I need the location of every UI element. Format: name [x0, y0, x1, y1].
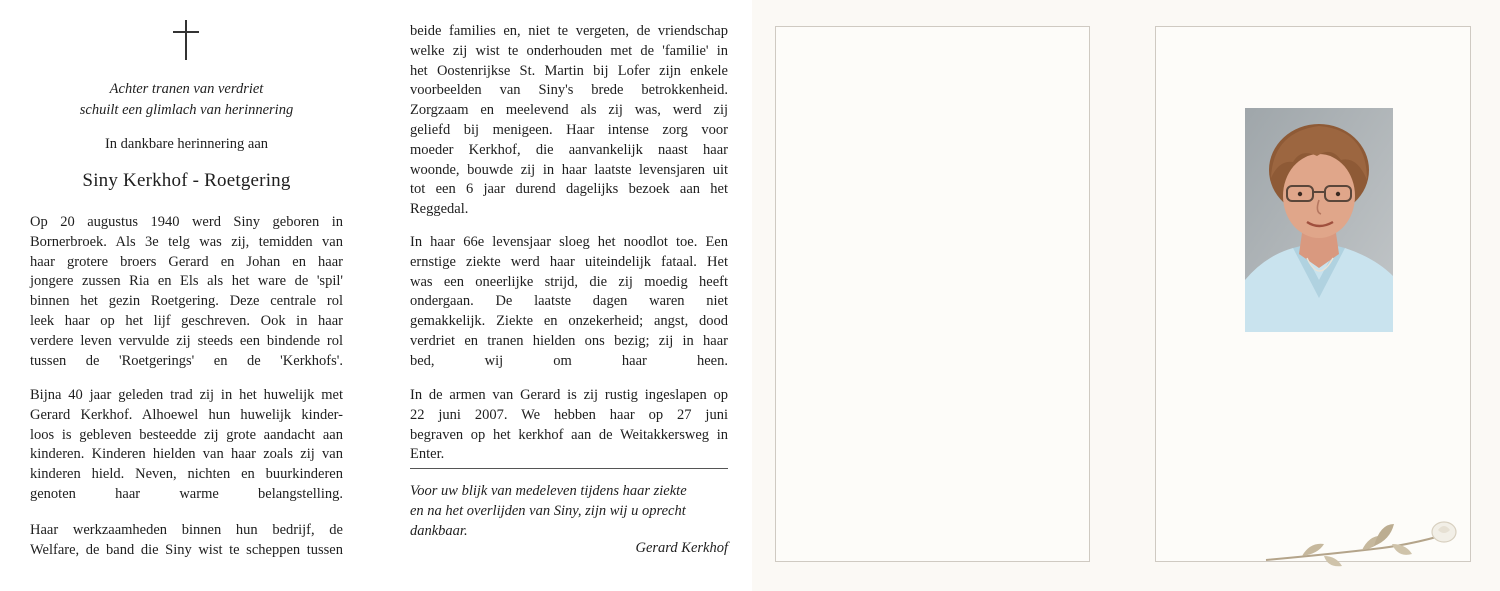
- text-line: Reggedal.: [410, 201, 469, 218]
- paragraph-illness: [410, 233, 728, 372]
- text-line: kinderen. Kinderen hielden van haar zoals zij van: [30, 446, 343, 463]
- rose-drawing: [1262, 514, 1458, 570]
- text-line: tussen de 'Roetgerings' en de 'Kerkhofs'.: [30, 352, 343, 369]
- text-line: Bornerbroek. Als 3e telg was zij, temidden van: [30, 233, 343, 250]
- text-line: binnen het gezin Roetgering. Deze centrale rol: [30, 293, 343, 310]
- text-line: beide families en, niet te vergeten, de vriendschap: [410, 23, 728, 39]
- text-line: Voor uw blijk van medeleven tijdens haar ziekte: [410, 483, 687, 499]
- text-line: verdriet en tranen hielden ons bezig; zij in haar: [410, 332, 728, 349]
- text-line: Bijna 40 jaar geleden trad zij in het huwelijk met: [30, 387, 343, 403]
- paragraph-birth: [30, 213, 343, 371]
- paragraph-families: [410, 22, 728, 220]
- text-line: Op 20 augustus 1940 werd Siny geboren in: [30, 214, 343, 230]
- paragraph-work: [30, 521, 343, 561]
- paragraph-passing: [410, 386, 728, 465]
- text-line: gemakkelijk. Ziekte en onzekerheid; angst, dood: [410, 313, 728, 330]
- text-line: Enter.: [410, 446, 445, 463]
- text-line: ernstige ziekte werd haar uiteindelijk fataal. Het: [410, 253, 728, 270]
- divider-line: [410, 468, 728, 469]
- text-line: kinderen hield. Neven, nichten en buurkinderen: [30, 466, 343, 483]
- text-line: genoten haar warme belangstelling.: [30, 485, 343, 502]
- text-line: verdere leven vervulde zij steeds een bindende rol: [30, 332, 343, 349]
- text-line: Gerard Kerkhof. Alhoewel hun huwelijk kinder-: [30, 406, 343, 423]
- text-line: woonde, bouwde zij in haar laatste levensjaren uit: [410, 161, 728, 178]
- text-line: moeder Kerkhof, die aanvankelijk naast haar: [410, 141, 728, 158]
- text-line: bed, wij om haar heen.: [410, 352, 728, 369]
- text-line: jongere zussen Ria en Els als het ware de 'spil': [30, 273, 343, 290]
- rose-icon: [1262, 514, 1458, 570]
- text-line: het Oostenrijkse St. Martin bij Lofer zijn enkele: [410, 62, 728, 79]
- intro-text: In dankbare herinnering aan: [104, 136, 269, 152]
- text-line: begraven op het kerkhof aan de Weitakkersweg in: [410, 426, 728, 443]
- signature: Gerard Kerkhof: [635, 540, 728, 556]
- text-line: dankbaar.: [410, 522, 468, 539]
- text-line: Haar werkzaamheden binnen hun bedrijf, de: [30, 522, 343, 538]
- poem-line-1: Achter tranen van verdriet: [109, 81, 264, 97]
- text-line: haar grotere broers Gerard en Johan en haar: [30, 253, 343, 270]
- poem-line-2: schuilt een glimlach van herinnering: [79, 102, 294, 118]
- text-line: loos is gebleven besteedde zij grote aandacht aan: [30, 426, 343, 443]
- text-line: geliefd bij menigeen. Haar intense zorg voor: [410, 121, 728, 138]
- portrait-drawing: [1245, 108, 1393, 332]
- text-line: welke zij wist te onderhouden met de 'familie' in: [410, 42, 728, 59]
- frame-panel-left: [775, 26, 1090, 562]
- text-line: was een oneerlijke strijd, die zij moedig heeft: [410, 273, 728, 290]
- deceased-name: Siny Kerkhof - Roetgering: [82, 170, 291, 191]
- text-line: voorbeelden van Siny's brede betrokkenheid.: [410, 82, 728, 99]
- text-line: In de armen van Gerard is zij rustig ingeslapen op: [410, 387, 728, 403]
- text-line: Zorgzaam en meelevend als zij was, werd zij: [410, 102, 728, 119]
- text-line: ondergaan. De laatste dagen waren niet: [410, 293, 728, 310]
- text-line: en na het overlijden van Siny, zijn wij u oprecht: [410, 502, 686, 519]
- text-line: Welfare, de band die Siny wist te scheppen tussen: [30, 541, 343, 558]
- cross-icon: [173, 20, 199, 60]
- text-line: 22 juni 2007. We hebben haar op 27 juni: [410, 406, 728, 423]
- closing-thanks: [410, 482, 728, 541]
- text-line: In haar 66e levensjaar sloeg het noodlot toe. Een: [410, 234, 728, 250]
- text-line: leek haar op het lijf geschreven. Ook in haar: [30, 312, 343, 329]
- portrait-photo: [1245, 108, 1393, 332]
- text-line: tot een 6 jaar durend dagelijks bezoek aan het: [410, 181, 728, 198]
- paragraph-marriage: [30, 386, 343, 505]
